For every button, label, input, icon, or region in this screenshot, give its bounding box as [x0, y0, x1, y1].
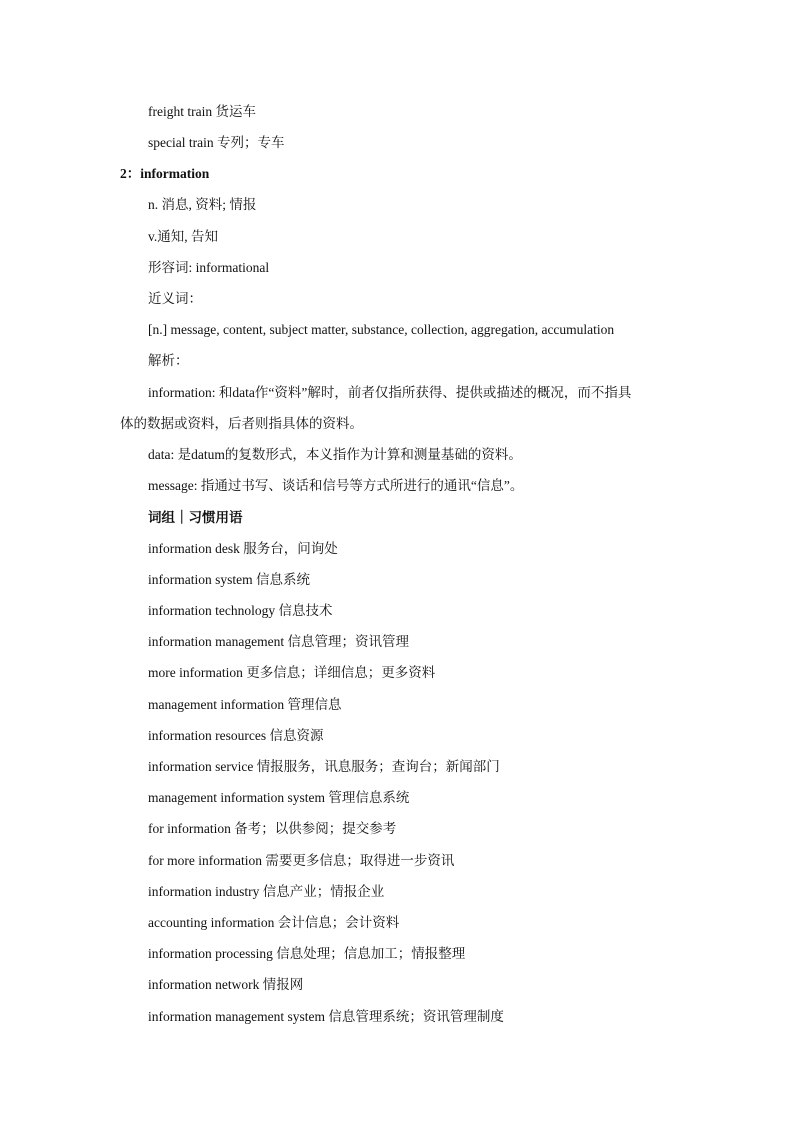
phrase-information-resources: information resources 信息资源 — [148, 728, 324, 743]
phrase-special-train: special train 专列；专车 — [148, 135, 285, 150]
definition-noun: n. 消息, 资料; 情报 — [148, 197, 257, 212]
analysis-information-line2: 体的数据或资料，后者则指具体的资料。 — [120, 416, 363, 431]
phrase-information-industry: information industry 信息产业；情报企业 — [148, 884, 385, 899]
synonyms-label: 近义词： — [148, 291, 202, 306]
analysis-label: 解析： — [148, 353, 189, 368]
phrase-information-service: information service 情报服务，讯息服务；查询台；新闻部门 — [148, 759, 500, 774]
phrase-management-information-system: management information system 管理信息系统 — [148, 790, 410, 805]
adjective-form: 形容词: informational — [148, 260, 270, 275]
entry-heading-information: 2：information — [120, 166, 210, 181]
phrase-accounting-information: accounting information 会计信息；会计资料 — [148, 915, 400, 930]
phrase-information-system: information system 信息系统 — [148, 572, 310, 587]
phrase-information-management: information management 信息管理；资讯管理 — [148, 634, 409, 649]
phrase-for-more-information: for more information 需要更多信息；取得进一步资讯 — [148, 853, 455, 868]
phrase-for-information: for information 备考；以供参阅；提交参考 — [148, 821, 397, 836]
phrase-more-information: more information 更多信息；详细信息；更多资料 — [148, 665, 436, 680]
phrase-information-desk: information desk 服务台，问询处 — [148, 541, 338, 556]
phrase-information-technology: information technology 信息技术 — [148, 603, 333, 618]
phrase-information-management-system: information management system 信息管理系统；资讯管理制度 — [148, 1009, 504, 1024]
phrases-heading: 词组｜习惯用语 — [148, 510, 243, 525]
synonyms-list: [n.] message, content, subject matter, substance, collection, aggregation, accumulation — [148, 322, 615, 337]
analysis-message: message: 指通过书写、谈话和信号等方式所进行的通讯“信息”。 — [148, 478, 524, 493]
phrase-information-processing: information processing 信息处理；信息加工；情报整理 — [148, 946, 466, 961]
phrase-management-information: management information 管理信息 — [148, 697, 342, 712]
analysis-information-line1: information: 和data作“资料”解时，前者仅指所获得、提供或描述的概况，而不指具 — [148, 385, 632, 400]
phrase-freight-train: freight train 货运车 — [148, 104, 256, 119]
phrase-information-network: information network 情报网 — [148, 977, 304, 992]
definition-verb: v.通知, 告知 — [148, 229, 218, 244]
analysis-data: data: 是datum的复数形式，本义指作为计算和测量基础的资料。 — [148, 447, 522, 462]
